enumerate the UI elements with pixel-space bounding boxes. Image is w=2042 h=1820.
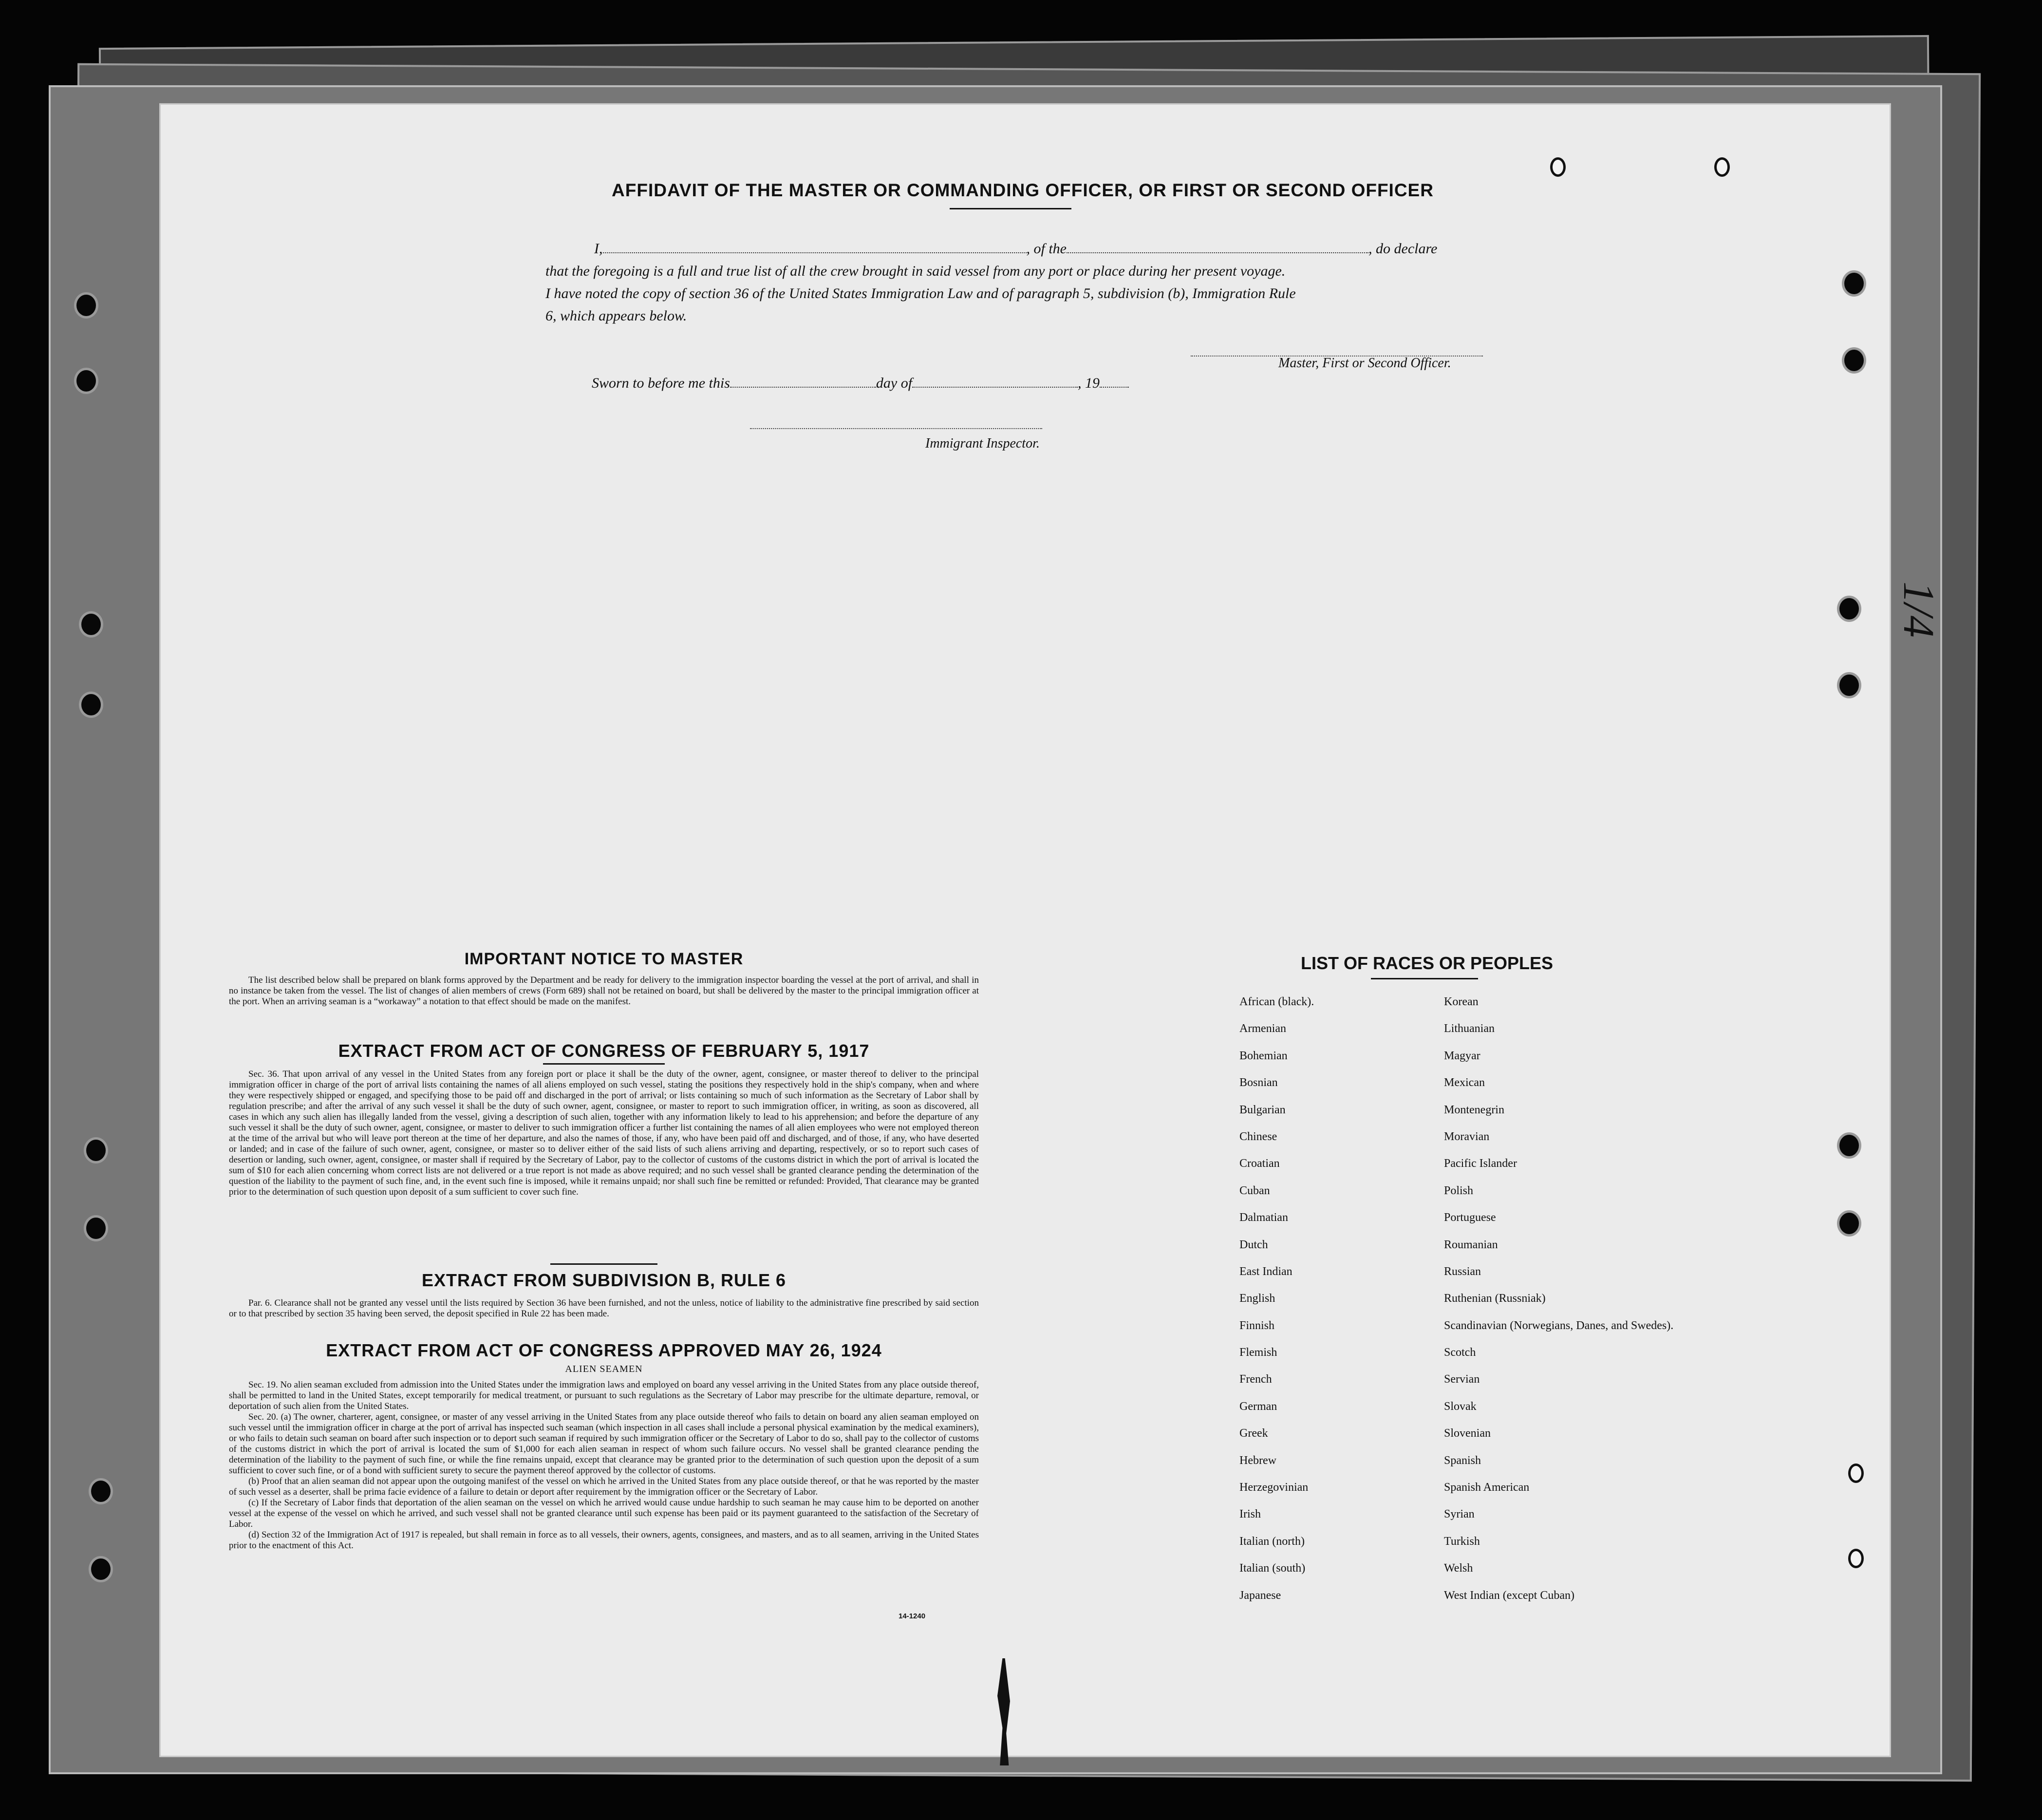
race-item: Greek [1239, 1427, 1268, 1440]
inspector-signature-line [750, 427, 1042, 429]
race-item: Polish [1444, 1184, 1474, 1197]
binder-hole-icon [1839, 1213, 1859, 1234]
binder-hole-icon [1839, 675, 1859, 696]
affidavit-declare-label: , do declare [1368, 241, 1438, 257]
inspector-signature-caption: Immigrant Inspector. [925, 436, 1040, 451]
sworn-line [592, 375, 1129, 392]
sec-20c-paragraph: (c) If the Secretary of Labor finds that deportation of the alien seaman on the vessel on which he arrived would cause undue hardship to such seaman he may cause him to be deported on another vessel at the expense of the vessel on which he arrived, and such vessel shall not be granted clearance until such expense has been paid or its payment guaranteed to the satisfaction of the Secretary of Labor. [229, 1498, 979, 1529]
race-item: Chinese [1239, 1130, 1277, 1143]
affidavit-line-3: I have noted the copy of section 36 of the United States Immigration Law and of paragraph 5, subdivision (b), Immigration Rule [545, 285, 1296, 301]
race-item: Croatian [1239, 1157, 1280, 1170]
race-item: Turkish [1444, 1535, 1480, 1548]
race-item: Irish [1239, 1508, 1261, 1521]
race-item: Magyar [1444, 1049, 1480, 1062]
sec-20b-paragraph: (b) Proof that an alien seaman did not appear upon the outgoing manifest of the vessel on which he arrived in the United States from any place outside thereof, or that he was reported by the master of such vessel as a deserter, shall be prima facie evidence of a failure to detain or deport after requirement by the immigration officer or the Secretary of Labor. [229, 1476, 979, 1497]
extract-1924-title: EXTRACT FROM ACT OF CONGRESS APPROVED MAY 26, 1924 [326, 1340, 882, 1360]
affidavit-title-rule [950, 208, 1071, 209]
race-item: African (black). [1239, 995, 1314, 1008]
binder-hole-icon [81, 694, 101, 715]
race-item: Korean [1444, 995, 1479, 1008]
race-item: Welsh [1444, 1562, 1473, 1575]
sworn-year-label: , 19 [1078, 375, 1100, 391]
form-number: 14-1240 [899, 1612, 926, 1620]
race-item: German [1239, 1400, 1277, 1413]
race-item: West Indian (except Cuban) [1444, 1589, 1574, 1602]
race-item: Montenegrin [1444, 1103, 1504, 1116]
race-item: Roumanian [1444, 1238, 1498, 1251]
sec-20d-paragraph: (d) Section 32 of the Immigration Act of 1917 is repealed, but shall remain in force as to all vessels, their owners, agents, consignees, and masters, and as to all seamen, arriving in the United States prior to the enactment of this Act. [229, 1530, 979, 1551]
binder-hole-icon [86, 1140, 106, 1161]
binder-hole-icon [86, 1218, 106, 1239]
race-item: East Indian [1239, 1265, 1293, 1278]
extract-rule6-title: EXTRACT FROM SUBDIVISION B, RULE 6 [421, 1270, 787, 1290]
race-item: Hebrew [1239, 1454, 1276, 1467]
race-item: Flemish [1239, 1346, 1277, 1359]
binder-hole-icon [91, 1481, 111, 1502]
sworn-day-label: day of [876, 375, 913, 391]
race-item: Armenian [1239, 1022, 1286, 1035]
race-item: Servian [1444, 1373, 1480, 1386]
notice-text [229, 975, 979, 1007]
extract-rule6-title-rule [550, 1263, 657, 1265]
binder-hole-icon [1848, 1549, 1864, 1568]
rule6-paragraph: Par. 6. Clearance shall not be granted any vessel until the lists required by Section 36 have been furnished, and not the unless, notice of liability to the administrative fine prescribed by said section or to that prescribed by section 35 having been served, the deposit specified in Rule 22 has been made. [229, 1298, 979, 1319]
sec-20a-paragraph: Sec. 20. (a) The owner, charterer, agent, consignee, or master of any vessel arriving in the United States from any place outside thereof who fails to detain on board any alien seaman employed on such vessel until the immigration officer in charge at the port of arrival has inspected such seaman (which inspection in all cases shall include a personal physical examination by the medical examiners), or who fails to detain such seaman on board after such inspection or to deport such seaman if required by such immigration officer or the Secretary of Labor to do so, shall pay to the collector of customs of the customs district in which the port of arrival is located the sum of $1,000 for each alien seaman in respect of whom such failure occurs. No vessel shall be granted clearance pending the determination of the liability to the payment of such fine, or while the fine remains unpaid, except that clearance may be granted prior to the determination of such question upon the deposit of a sum sufficient to cover such fine, or of a bond with sufficient surety to secure the payment thereof approved by the collector of customs. [229, 1412, 979, 1476]
race-item: Russian [1444, 1265, 1481, 1278]
race-item: Slovak [1444, 1400, 1477, 1413]
notice-paragraph: The list described below shall be prepared on blank forms approved by the Department and be ready for delivery to the immigration inspector boarding the vessel at the port of arrival, and shall in no instance be taken from the vessel. The list of changes of alien members of crews (Form 689) shall not be retained on board, but shall be delivered by the master to the principal immigration officer at the port. When an arriving seaman is a “workaway” a notation to that effect should be made on the manifest. [229, 975, 979, 1007]
race-item: Italian (south) [1239, 1562, 1306, 1575]
section-36-paragraph: Sec. 36. That upon arrival of any vessel in the United States from any foreign port or place it shall be the duty of the owner, agent, consignee, or master thereof to deliver to the principal immigration officer in charge of the port of arrival lists containing the names of all aliens employed on such vessel, stating the positions they respectively hold in the ship's company, when and where they were respectively shipped or engaged, and specifying those to be paid off and discharged in the port of arrival; or lists containing so much of such information as the Secretary of Labor shall by regulation prescribe; and after the arrival of any such vessel it shall be the duty of such owner, agent, consignee, or master to report to such immigration officer, in writing, as soon as discovered, all cases in which any such alien has illegally landed from the vessel, giving a description of such alien, together with any information likely to lead to his apprehension; and before the departure of any such vessel it shall be the duty of such owner, agent, consignee, or master to deliver to such immigration officer a further list containing the names of all alien employees who were not employed thereon at the time of the arrival but who will leave port thereon at the time of her departure, and also the names of those, if any, who have been paid off and discharged, and of those, if any, who have deserted or landed; and in case of the failure of such owner, agent, consignee, or master so to deliver either of the said lists of such aliens arriving and departing, respectively, or so to report such cases of desertion or landing, such owner, agent, consignee, or master shall if required by the Secretary of Labor, pay to the collector of customs of the customs district in which the port of arrival is located the sum of $10 for each alien concerning whom correct lists are not delivered or a true report is not made as above required; and no such vessel shall be granted clearance pending the determination of the question of the liability to the payment of such fine, and, in the event such fine is imposed, while it remains unpaid; nor shall such fine be remitted or refunded: Provided, That clearance may be granted prior to the determination of such question upon deposit of a sum sufficient to cover such fine. [229, 1069, 979, 1197]
sec-19-paragraph: Sec. 19. No alien seaman excluded from admission into the United States under the immigration laws and employed on board any vessel arriving in the United States from any place outside thereof, shall be permitted to land in the United States, except temporarily for medical treatment, or pursuant to such regulations as the Secretary of Labor may prescribe for the ultimate departure, removal, or deportation of such alien from the United States. [229, 1380, 979, 1411]
race-item: Herzegovinian [1239, 1481, 1309, 1494]
vessel-name-blank [1067, 247, 1368, 253]
sworn-year-blank [1100, 382, 1129, 388]
races-title-rule [1371, 978, 1478, 979]
sworn-month-blank [912, 382, 1078, 388]
binder-hole-icon [76, 295, 96, 316]
extract-1917-text [229, 1069, 979, 1198]
race-item: Scotch [1444, 1346, 1476, 1359]
extract-1924-subtitle: ALIEN SEAMEN [565, 1364, 643, 1374]
race-item: Ruthenian (Russniak) [1444, 1292, 1546, 1305]
race-item: Spanish [1444, 1454, 1481, 1467]
race-item: Dutch [1239, 1238, 1268, 1251]
extract-1917-title: EXTRACT FROM ACT OF CONGRESS OF FEBRUARY 5, 1917 [338, 1041, 870, 1061]
races-title: LIST OF RACES OR PEOPLES [1300, 953, 1554, 973]
race-item: Portuguese [1444, 1211, 1496, 1224]
master-name-blank [603, 247, 1027, 253]
handwritten-margin-note: 1/4 [1894, 581, 1943, 638]
affidavit-line-2: that the foregoing is a full and true list of all the crew brought in said vessel from any port or place during her present voyage. [545, 263, 1286, 279]
affidavit-declaration-line [545, 238, 1495, 260]
race-item: Bulgarian [1239, 1103, 1286, 1116]
binder-hole-icon [1844, 273, 1864, 294]
race-item: Cuban [1239, 1184, 1270, 1197]
binder-hole-icon [1848, 1464, 1864, 1483]
sworn-day-blank [730, 382, 876, 388]
race-item: Moravian [1444, 1130, 1490, 1143]
race-item: Slovenian [1444, 1427, 1491, 1440]
race-item: Japanese [1239, 1589, 1281, 1602]
races-list [1239, 995, 1678, 1616]
race-item: Syrian [1444, 1508, 1475, 1521]
master-signature-caption: Master, First or Second Officer. [1278, 356, 1451, 371]
binder-hole-icon [91, 1558, 111, 1580]
race-item: Lithuanian [1444, 1022, 1495, 1035]
extract-1917-title-rule [543, 1063, 665, 1065]
race-item: Dalmatian [1239, 1211, 1288, 1224]
binder-hole-icon [81, 614, 101, 635]
race-item: Spanish American [1444, 1481, 1530, 1494]
sworn-prefix: Sworn to before me this [592, 375, 730, 391]
affidavit-of-label: , of the [1026, 241, 1067, 257]
binder-hole-icon [1714, 157, 1730, 177]
notice-title: IMPORTANT NOTICE TO MASTER [464, 950, 744, 968]
binder-hole-icon [1550, 157, 1566, 177]
binder-hole-icon [1839, 1135, 1859, 1156]
affidavit-i-label: I, [594, 241, 603, 257]
affidavit-line-4: 6, which appears below. [545, 308, 687, 324]
extract-rule6-text [229, 1298, 979, 1319]
race-item: Bosnian [1239, 1076, 1278, 1089]
race-item: Bohemian [1239, 1049, 1288, 1062]
affidavit-body [545, 238, 1495, 327]
binder-hole-icon [1839, 598, 1859, 619]
affidavit-title: AFFIDAVIT OF THE MASTER OR COMMANDING OFFICER, OR FIRST OR SECOND OFFICER [612, 180, 1434, 200]
race-item: Scandinavian (Norwegians, Danes, and Swedes). [1444, 1319, 1674, 1332]
race-item: English [1239, 1292, 1275, 1305]
extract-1924-text [229, 1380, 979, 1551]
binder-hole-icon [1844, 350, 1864, 371]
race-item: Mexican [1444, 1076, 1485, 1089]
race-item: Italian (north) [1239, 1535, 1305, 1548]
race-item: Finnish [1239, 1319, 1275, 1332]
race-item: Pacific Islander [1444, 1157, 1517, 1170]
binder-hole-icon [76, 370, 96, 392]
race-item: French [1239, 1373, 1272, 1386]
